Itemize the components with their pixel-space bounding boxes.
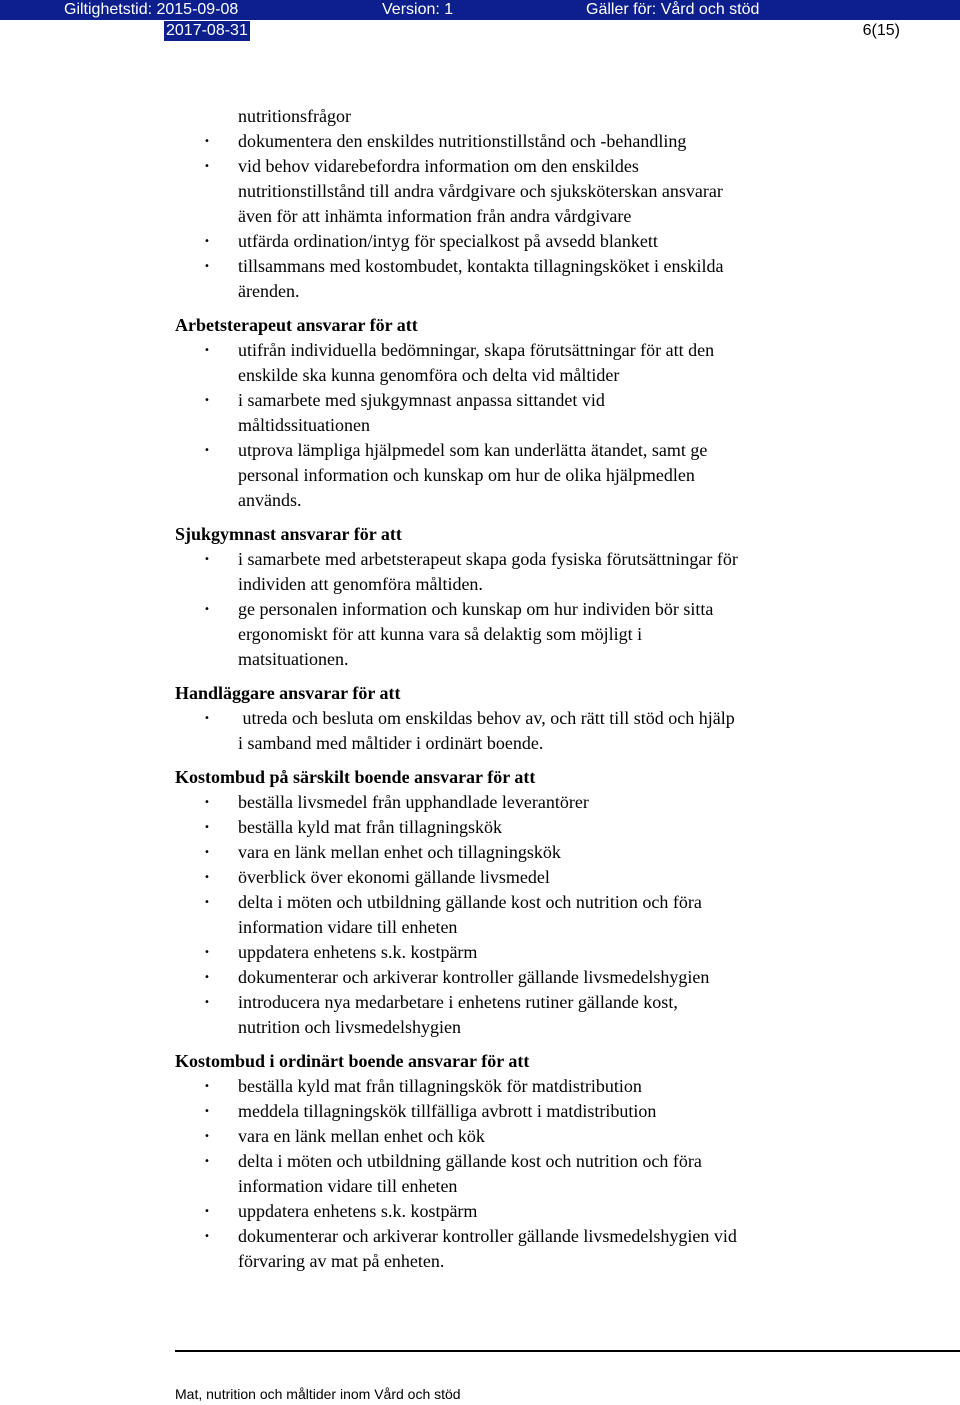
list-item-line: dokumentera den enskildes nutritionstillstånd och -behandling xyxy=(238,131,687,151)
bullet-icon: • xyxy=(204,1231,210,1242)
list-item-line: vara en länk mellan enhet och tillagningskök xyxy=(238,842,561,862)
section-heading: Kostombud i ordinärt boende ansvarar för att xyxy=(175,1051,530,1071)
list-item xyxy=(175,338,855,388)
list-item-line: beställa kyld mat från tillagningskök xyxy=(238,817,502,837)
bullet-icon: • xyxy=(204,797,210,808)
list-item xyxy=(175,438,855,513)
list-item xyxy=(175,388,855,438)
bullet-list xyxy=(175,706,855,756)
list-item-line: överblick över ekonomi gällande livsmedel xyxy=(238,867,550,887)
list-item xyxy=(175,229,855,254)
bullet-list xyxy=(175,338,855,513)
bullet-icon: • xyxy=(204,997,210,1008)
list-item xyxy=(175,790,855,815)
list-item xyxy=(175,597,855,672)
list-item-line: nutrition och livsmedelshygien xyxy=(238,1017,461,1037)
footer-title: Mat, nutrition och måltider inom Vård och stöd xyxy=(175,1386,461,1402)
list-item-line: information vidare till enheten xyxy=(238,917,458,937)
bullet-icon: • xyxy=(204,872,210,883)
bullet-icon: • xyxy=(204,847,210,858)
list-item xyxy=(175,1074,855,1099)
bullet-icon: • xyxy=(204,261,210,272)
bullet-icon: • xyxy=(204,445,210,456)
bullet-list xyxy=(175,129,855,304)
bullet-icon: • xyxy=(204,1206,210,1217)
list-item xyxy=(175,1149,855,1199)
validity-end-date: 2017-08-31 xyxy=(166,22,248,39)
bullet-list xyxy=(175,547,855,672)
section-heading: Arbetsterapeut ansvarar för att xyxy=(175,315,418,335)
list-item-line: personal information och kunskap om hur de olika hjälpmedlen xyxy=(238,465,695,485)
list-item xyxy=(175,254,855,304)
list-item xyxy=(175,547,855,597)
list-item xyxy=(175,154,855,229)
bullet-icon: • xyxy=(204,972,210,983)
applies-to-label: Gäller för: Vård och stöd xyxy=(586,1,760,18)
list-item-line: utifrån individuella bedömningar, skapa förutsättningar för att den xyxy=(238,340,715,360)
bullet-list xyxy=(175,1074,855,1274)
footer-divider xyxy=(175,1350,960,1352)
list-item-line: måltidssituationen xyxy=(238,415,370,435)
list-item-line: dokumenterar och arkiverar kontroller gällande livsmedelshygien vid xyxy=(238,1226,737,1246)
bullet-icon: • xyxy=(204,604,210,615)
document-body xyxy=(175,104,855,1274)
list-item-line: introducera nya medarbetare i enhetens rutiner gällande kost, xyxy=(238,992,678,1012)
list-item-line: beställa kyld mat från tillagningskök för matdistribution xyxy=(238,1076,642,1096)
list-item-line: individen att genomföra måltiden. xyxy=(238,574,483,594)
list-item-line: utprova lämpliga hjälpmedel som kan underlätta ätandet, samt ge xyxy=(238,440,708,460)
list-item-line: i samarbete med sjukgymnast anpassa sittandet vid xyxy=(238,390,605,410)
list-item-line: beställa livsmedel från upphandlade leverantörer xyxy=(238,792,589,812)
list-item xyxy=(175,1224,855,1274)
list-item-line: information vidare till enheten xyxy=(238,1176,458,1196)
bullet-icon: • xyxy=(204,713,210,724)
list-item xyxy=(175,840,855,865)
section-heading: Handläggare ansvarar för att xyxy=(175,683,401,703)
list-item-line: ergonomiskt för att kunna vara så delaktig som möjligt i xyxy=(238,624,643,644)
bullet-icon: • xyxy=(204,136,210,147)
page-number: 6(15) xyxy=(862,22,900,39)
bullet-icon: • xyxy=(204,1106,210,1117)
list-item xyxy=(175,865,855,890)
list-item-line: uppdatera enhetens s.k. kostpärm xyxy=(238,1201,478,1221)
list-item xyxy=(175,815,855,840)
list-item xyxy=(175,890,855,940)
list-item-line: uppdatera enhetens s.k. kostpärm xyxy=(238,942,478,962)
version-label: Version: 1 xyxy=(382,1,454,18)
list-item-line: ärenden. xyxy=(238,281,300,301)
list-item-line: utreda och besluta om enskildas behov av, och rätt till stöd och hjälp xyxy=(238,708,735,728)
bullet-icon: • xyxy=(204,1131,210,1142)
continued-text: nutritionsfrågor xyxy=(238,106,351,126)
list-item-line: tillsammans med kostombudet, kontakta tillagningsköket i enskilda xyxy=(238,256,724,276)
bullet-icon: • xyxy=(204,395,210,406)
list-item xyxy=(175,990,855,1040)
list-item xyxy=(175,1124,855,1149)
bullet-list xyxy=(175,790,855,1040)
bullet-icon: • xyxy=(204,1081,210,1092)
list-item xyxy=(175,965,855,990)
list-item-line: delta i möten och utbildning gällande kost och nutrition och föra xyxy=(238,1151,702,1171)
list-item-line: delta i möten och utbildning gällande kost och nutrition och föra xyxy=(238,892,702,912)
list-item-line: även för att inhämta information från andra vårdgivare xyxy=(238,206,632,226)
list-item xyxy=(175,1199,855,1224)
bullet-icon: • xyxy=(204,554,210,565)
list-item-line: meddela tillagningskök tillfälliga avbrott i matdistribution xyxy=(238,1101,657,1121)
list-item xyxy=(175,940,855,965)
bullet-icon: • xyxy=(204,161,210,172)
bullet-icon: • xyxy=(204,947,210,958)
list-item-line: ge personalen information och kunskap om hur individen bör sitta xyxy=(238,599,714,619)
list-item-line: används. xyxy=(238,490,302,510)
list-item xyxy=(175,129,855,154)
section-heading: Kostombud på särskilt boende ansvarar för att xyxy=(175,767,536,787)
list-item xyxy=(175,1099,855,1124)
bullet-icon: • xyxy=(204,236,210,247)
bullet-icon: • xyxy=(204,1156,210,1167)
list-item-line: förvaring av mat på enheten. xyxy=(238,1251,445,1271)
bullet-icon: • xyxy=(204,345,210,356)
list-item-line: dokumenterar och arkiverar kontroller gällande livsmedelshygien xyxy=(238,967,710,987)
section-heading: Sjukgymnast ansvarar för att xyxy=(175,524,402,544)
list-item-line: vara en länk mellan enhet och kök xyxy=(238,1126,485,1146)
list-item-line: i samband med måltider i ordinärt boende. xyxy=(238,733,544,753)
list-item xyxy=(175,706,855,756)
document-header xyxy=(0,0,960,46)
bullet-icon: • xyxy=(204,822,210,833)
header-metadata-strip xyxy=(0,0,960,20)
list-item-line: enskilde ska kunna genomföra och delta vid måltider xyxy=(238,365,620,385)
list-item-line: matsituationen. xyxy=(238,649,349,669)
list-item-line: nutritionstillstånd till andra vårdgivare och sjuksköterskan ansvarar xyxy=(238,181,723,201)
list-item-line: vid behov vidarebefordra information om den enskildes xyxy=(238,156,639,176)
list-item-line: utfärda ordination/intyg för specialkost på avsedd blankett xyxy=(238,231,658,251)
validity-label: Giltighetstid: 2015-09-08 xyxy=(64,1,239,18)
list-item-line: i samarbete med arbetsterapeut skapa goda fysiska förutsättningar för xyxy=(238,549,738,569)
bullet-icon: • xyxy=(204,897,210,908)
